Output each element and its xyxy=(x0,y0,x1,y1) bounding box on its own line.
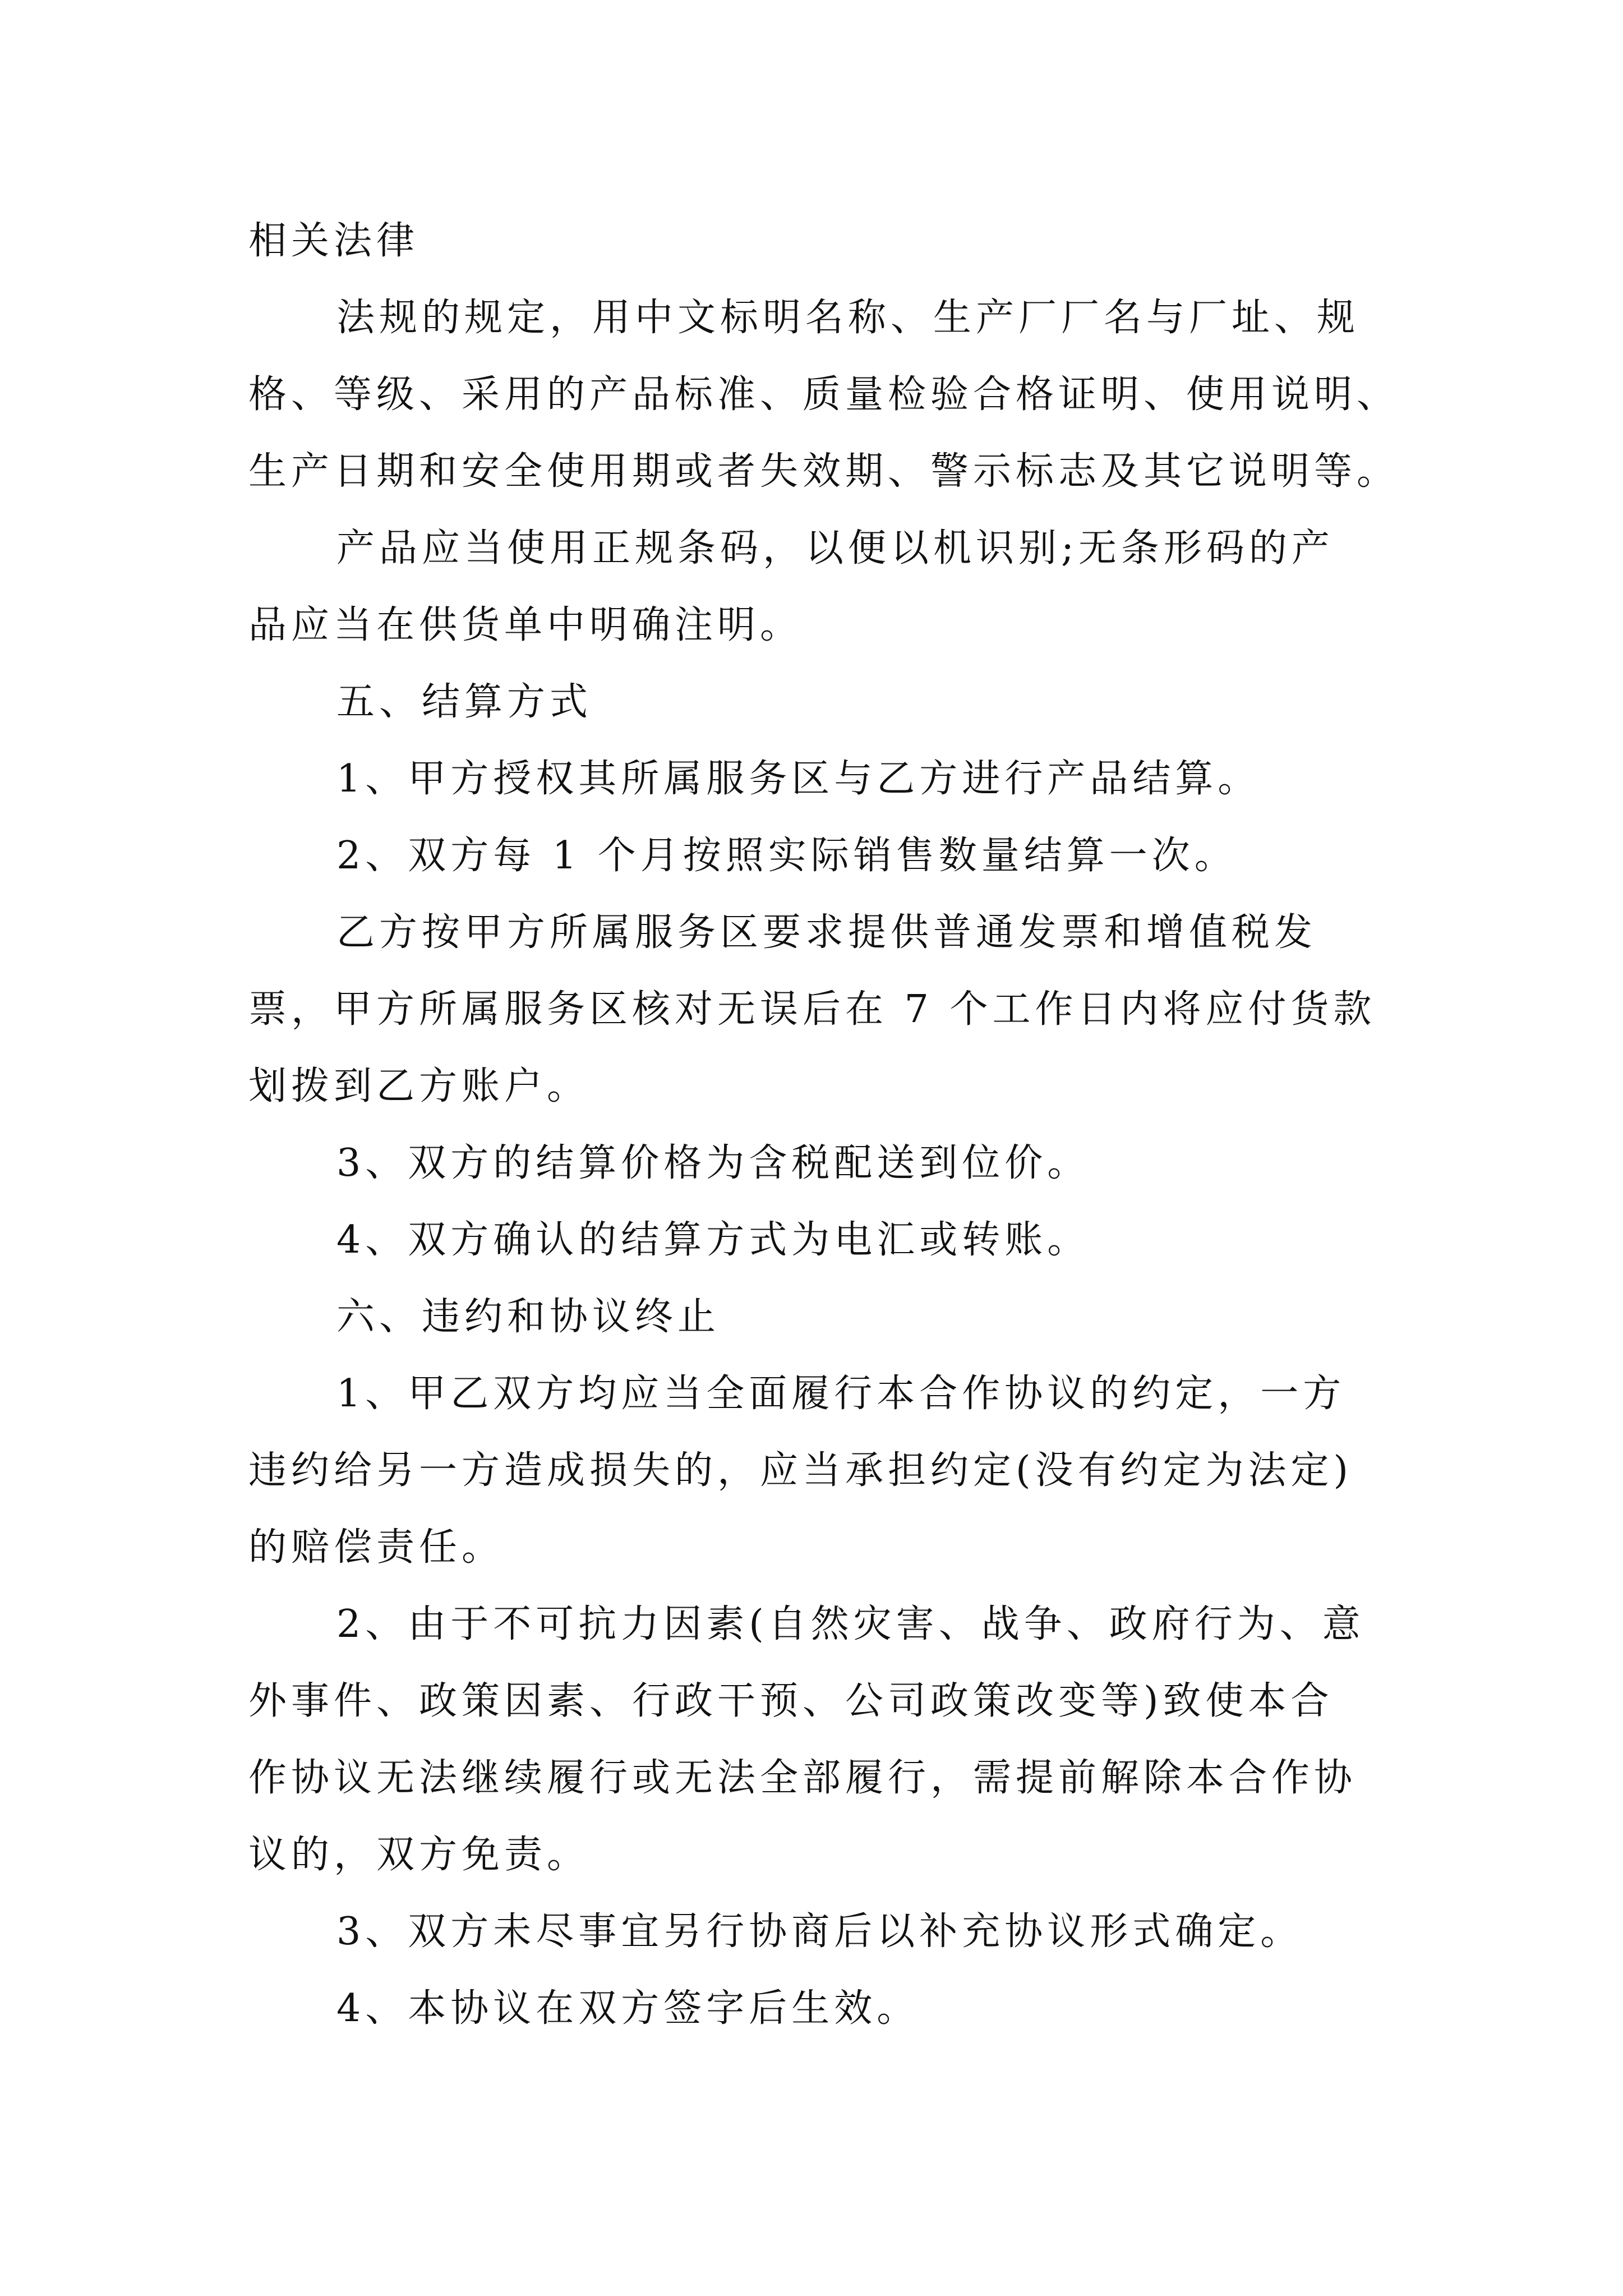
text-line: 议的，双方免责。 xyxy=(248,1833,590,1877)
text-line: 划拨到乙方账户。 xyxy=(248,1064,590,1108)
text-line: 违约给另一方造成损失的，应当承担约定(没有约定为法定) xyxy=(248,1448,1353,1493)
text-line: 作协议无法继续履行或无法全部履行，需提前解除本合作协 xyxy=(248,1756,1357,1800)
paragraph-line: 乙方按甲方所属服务区要求提供普通发票和增值税发 xyxy=(336,910,1317,955)
section-heading: 五、结算方式 xyxy=(336,680,593,724)
text-line: 格、等级、采用的产品标准、质量检验合格证明、使用说明、 xyxy=(248,372,1400,417)
paragraph-line: 产品应当使用正规条码，以便以机识别;无条形码的产 xyxy=(336,526,1334,570)
text-line: 票，甲方所属服务区核对无误后在 7 个工作日内将应付货款 xyxy=(248,987,1376,1032)
list-item: 1、甲乙双方均应当全面履行本合作协议的约定，一方 xyxy=(336,1372,1346,1416)
list-item: 4、双方确认的结算方式为电汇或转账。 xyxy=(336,1218,1090,1262)
paragraph-line: 法规的规定，用中文标明名称、生产厂厂名与厂址、规 xyxy=(336,296,1360,340)
text-line: 生产日期和安全使用期或者失效期、警示标志及其它说明等。 xyxy=(248,449,1400,494)
list-item: 4、本协议在双方签字后生效。 xyxy=(336,1986,920,2031)
text-line: 外事件、政策因素、行政干预、公司政策改变等)致使本合 xyxy=(248,1679,1334,1723)
list-item: 3、双方的结算价格为含税配送到位价。 xyxy=(336,1141,1090,1185)
list-item: 2、双方每 1 个月按照实际销售数量结算一次。 xyxy=(336,834,1237,878)
list-item: 1、甲方授权其所属服务区与乙方进行产品结算。 xyxy=(336,757,1261,801)
text-line: 品应当在供货单中明确注明。 xyxy=(248,603,803,647)
list-item: 3、双方未尽事宜另行协商后以补充协议形式确定。 xyxy=(336,1910,1303,1954)
text-line: 的赔偿责任。 xyxy=(248,1525,505,1570)
text-line: 相关法律 xyxy=(248,219,419,263)
section-heading: 六、违约和协议终止 xyxy=(336,1295,721,1339)
list-item: 2、由于不可抗力因素(自然灾害、战争、政府行为、意 xyxy=(336,1602,1365,1646)
